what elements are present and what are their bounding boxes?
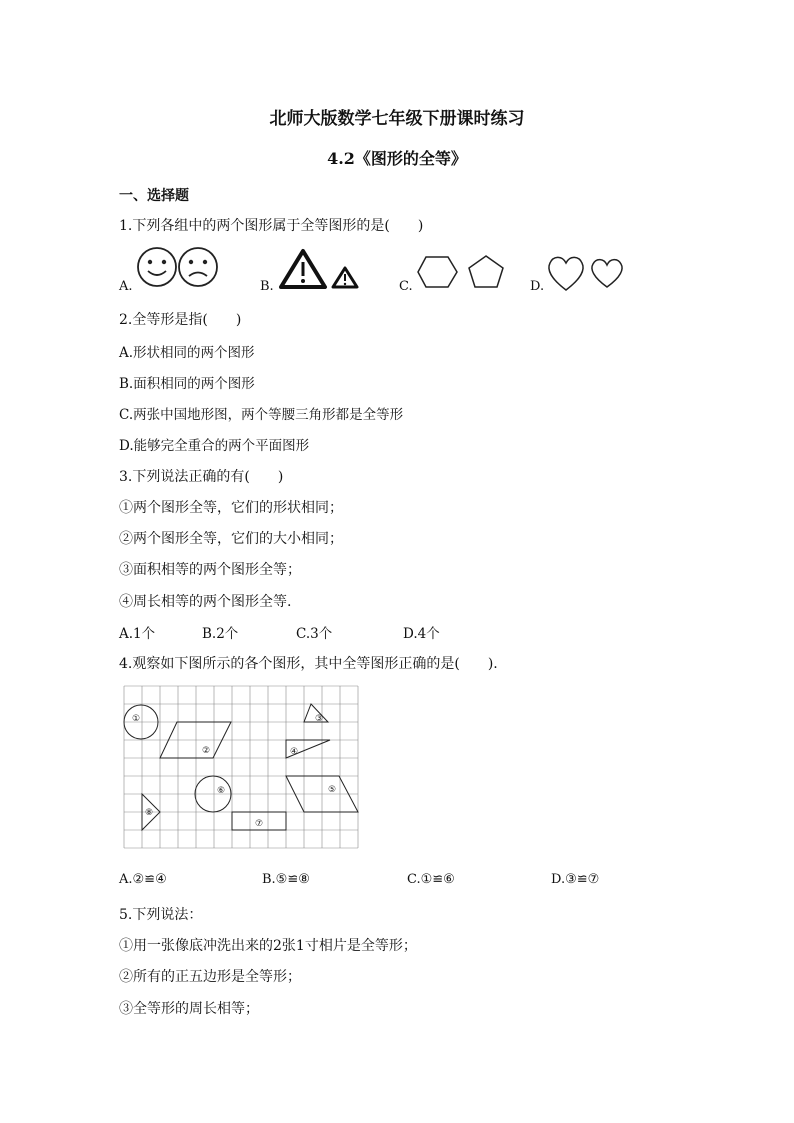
page-title: 北师大版数学七年级下册课时练习 <box>269 109 525 129</box>
question-5-stem: 5.下列说法： <box>119 907 203 923</box>
q3-option-d: D.4个 <box>403 626 440 642</box>
q4-option-c: C.①≌⑥ <box>407 872 455 887</box>
q1-option-a-label: A. <box>119 279 133 294</box>
shape-8-label: ⑧ <box>144 808 154 818</box>
heart-large-icon <box>549 257 583 290</box>
q2-option-b: B.面积相同的两个图形 <box>119 376 255 392</box>
q3-option-c: C.3个 <box>296 626 333 642</box>
q4-option-b: B.⑤≌⑧ <box>262 872 310 887</box>
shapes-grid-figure <box>124 686 362 852</box>
question-2-stem: 2.全等形是指( ) <box>119 312 242 328</box>
section-heading: 一、选择题 <box>119 188 189 204</box>
page-subtitle: 4.2《图形的全等》 <box>327 149 467 168</box>
smiley-face-icon <box>138 248 176 286</box>
q2-option-d: D.能够完全重合的两个平面图形 <box>119 438 310 454</box>
shape-4-label: ④ <box>289 747 299 757</box>
q3-statement-2: ②两个图形全等，它们的大小相同； <box>119 531 343 547</box>
hexagon-pentagon-figure <box>416 254 508 290</box>
q1-option-d-label: D. <box>530 279 545 294</box>
q1-option-b-label: B. <box>260 279 274 294</box>
shape-7-label: ⑦ <box>254 819 264 829</box>
hexagon-icon <box>418 257 457 287</box>
hearts-figure <box>546 254 630 292</box>
shape-5-label: ⑤ <box>327 785 337 795</box>
q3-option-a: A.1个 <box>119 626 156 642</box>
shape-3-label: ③ <box>314 714 324 724</box>
q1-option-c-label: C. <box>399 279 413 294</box>
question-4-stem: 4.观察如下图所示的各个图形，其中全等图形正确的是( ). <box>119 656 498 672</box>
shape-1-label: ① <box>131 714 141 724</box>
q3-option-b: B.2个 <box>202 626 239 642</box>
pentagon-icon <box>469 256 503 287</box>
shape-2-label: ② <box>201 746 211 756</box>
warning-triangle-small-icon <box>333 268 357 287</box>
q3-statement-1: ①两个图形全等，它们的形状相同； <box>119 500 343 516</box>
q3-statement-4: ④周长相等的两个图形全等. <box>119 594 292 610</box>
grid-lines <box>124 686 358 848</box>
q4-option-d: D.③≌⑦ <box>551 872 600 887</box>
question-1-stem: 1.下列各组中的两个图形属于全等图形的是( ) <box>119 218 424 234</box>
q5-statement-3: ③全等形的周长相等； <box>119 1001 259 1017</box>
q2-option-c: C.两张中国地形图，两个等腰三角形都是全等形 <box>119 407 404 423</box>
shape-6-label: ⑥ <box>216 786 226 796</box>
smiley-faces-figure <box>136 246 220 288</box>
warning-triangles-figure <box>278 248 360 290</box>
heart-small-icon <box>592 260 622 287</box>
sad-face-icon <box>179 248 217 286</box>
warning-triangle-large-icon <box>281 251 325 287</box>
q3-statement-3: ③面积相等的两个图形全等； <box>119 562 301 578</box>
q4-option-a: A.②≌④ <box>119 872 167 887</box>
q5-statement-1: ①用一张像底冲洗出来的2张1寸相片是全等形； <box>119 938 417 954</box>
question-3-stem: 3.下列说法正确的有( ) <box>119 469 284 485</box>
q5-statement-2: ②所有的正五边形是全等形； <box>119 969 301 985</box>
q2-option-a: A.形状相同的两个图形 <box>119 345 255 361</box>
